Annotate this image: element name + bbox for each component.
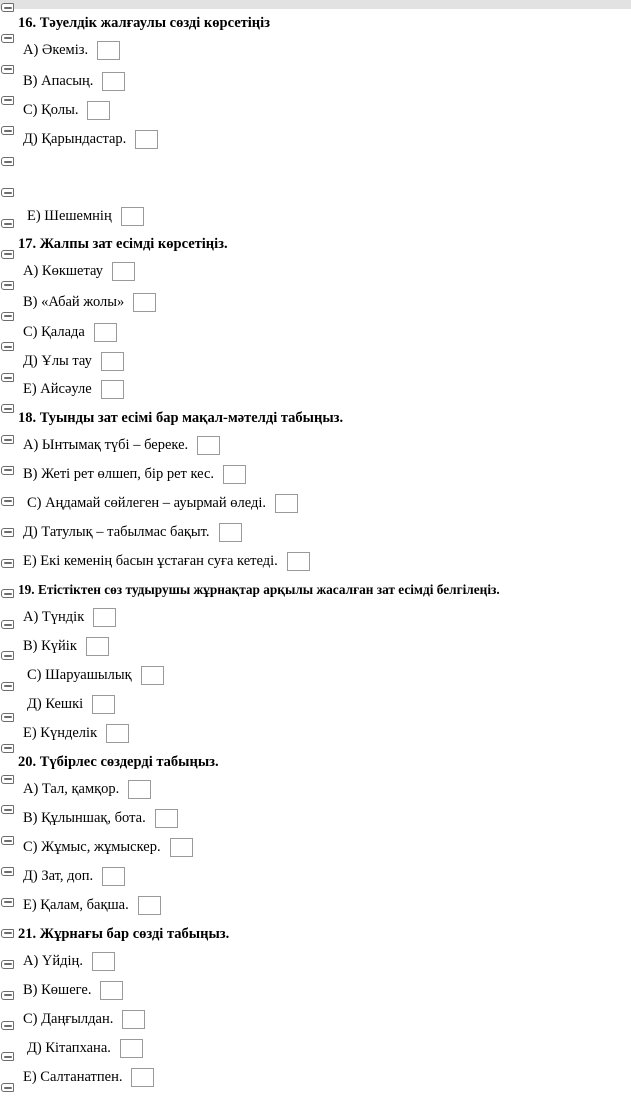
binding-ring — [1, 620, 14, 629]
option-19-a[interactable] — [18, 608, 116, 627]
option-label: С) Қолы. — [23, 102, 79, 119]
binding-ring — [1, 589, 14, 598]
option-label: В) Күйік — [23, 638, 77, 655]
option-label: С) Аңдамай сөйлеген – ауырмай өледі. — [27, 495, 267, 512]
option-label: С) Қалада — [23, 324, 85, 341]
option-18-c[interactable] — [18, 494, 298, 513]
option-label: В) «Абай жолы» — [23, 294, 125, 311]
binding-ring — [1, 651, 14, 660]
binding-ring — [1, 466, 14, 475]
option-17-b[interactable] — [18, 293, 156, 312]
option-20-e[interactable] — [18, 896, 161, 915]
option-18-b[interactable] — [18, 465, 246, 484]
option-17-a[interactable] — [18, 262, 135, 281]
answer-checkbox[interactable] — [106, 724, 129, 743]
option-20-a[interactable] — [18, 780, 151, 799]
answer-checkbox[interactable] — [120, 1039, 143, 1058]
binding-ring — [1, 744, 14, 753]
option-label: А) Әкеміз. — [23, 42, 89, 59]
answer-checkbox[interactable] — [131, 1068, 154, 1087]
binding-ring — [1, 929, 14, 938]
option-label: А) Тал, қамқор. — [23, 781, 120, 798]
question-title-21: 21. Жұрнағы бар сөзді табыңыз. — [18, 926, 230, 942]
answer-checkbox[interactable] — [141, 666, 164, 685]
binding-ring — [1, 528, 14, 537]
binding-ring — [1, 1021, 14, 1030]
option-label: Е) Айсәуле — [23, 381, 92, 398]
answer-checkbox[interactable] — [102, 72, 125, 91]
binding-ring — [1, 991, 14, 1000]
answer-checkbox[interactable] — [170, 838, 193, 857]
option-label: С) Жұмыс, жұмыскер. — [23, 839, 161, 856]
option-label: А) Түндік — [23, 609, 85, 626]
question-title-19: 19. Етістіктен сөз тудырушы жұрнақтар арқылы жасалған зат есімді белгілеңіз. — [18, 582, 500, 597]
option-18-e[interactable] — [18, 552, 310, 571]
option-21-d[interactable] — [18, 1039, 143, 1058]
answer-checkbox[interactable] — [87, 101, 110, 120]
answer-checkbox[interactable] — [97, 41, 120, 60]
option-label: С) Шаруашылық — [27, 667, 132, 684]
binding-ring — [1, 157, 14, 166]
option-21-c[interactable] — [18, 1010, 145, 1029]
option-label: Д) Кешкі — [27, 696, 84, 713]
spiral-binding — [0, 0, 16, 1111]
answer-checkbox[interactable] — [122, 1010, 145, 1029]
option-label: Е) Шешемнің — [27, 208, 112, 225]
binding-ring — [1, 3, 14, 12]
binding-ring — [1, 682, 14, 691]
option-21-a[interactable] — [18, 952, 115, 971]
answer-checkbox[interactable] — [155, 809, 178, 828]
option-17-d[interactable] — [18, 352, 124, 371]
binding-ring — [1, 867, 14, 876]
option-label: Е) Қалам, бақша. — [23, 897, 129, 914]
option-label: Е) Күнделік — [23, 725, 98, 742]
answer-checkbox[interactable] — [275, 494, 298, 513]
option-label: Д) Татулық – табылмас бақыт. — [23, 524, 210, 541]
answer-checkbox[interactable] — [121, 207, 144, 226]
option-label: Е) Салтанатпен. — [23, 1069, 123, 1086]
binding-ring — [1, 775, 14, 784]
option-16-b[interactable] — [18, 72, 125, 91]
option-18-a[interactable] — [18, 436, 220, 455]
option-label: А) Көкшетау — [23, 263, 103, 280]
binding-ring — [1, 250, 14, 259]
answer-checkbox[interactable] — [92, 695, 115, 714]
option-label: С) Даңғылдан. — [23, 1011, 114, 1028]
option-label: Д) Зат, доп. — [23, 868, 94, 885]
binding-ring — [1, 805, 14, 814]
question-title-16: 16. Тәуелдік жалғаулы сөзді көрсетіңіз — [18, 15, 270, 31]
option-16-d[interactable] — [18, 130, 158, 149]
answer-checkbox[interactable] — [101, 352, 124, 371]
binding-ring — [1, 836, 14, 845]
option-label: Д) Ұлы тау — [23, 353, 92, 370]
option-18-d[interactable] — [18, 523, 242, 542]
answer-checkbox[interactable] — [94, 323, 117, 342]
answer-checkbox[interactable] — [101, 380, 124, 399]
option-16-c[interactable] — [18, 101, 110, 120]
option-21-b[interactable] — [18, 981, 123, 1000]
binding-ring — [1, 342, 14, 351]
answer-checkbox[interactable] — [112, 262, 135, 281]
answer-checkbox[interactable] — [197, 436, 220, 455]
answer-checkbox[interactable] — [219, 523, 242, 542]
page-top-strip — [0, 0, 631, 9]
answer-checkbox[interactable] — [128, 780, 151, 799]
binding-ring — [1, 188, 14, 197]
option-label: А) Үйдің. — [23, 953, 83, 970]
answer-checkbox[interactable] — [287, 552, 310, 571]
option-16-e[interactable] — [18, 207, 144, 226]
option-label: В) Көшеге. — [23, 982, 92, 999]
answer-checkbox[interactable] — [223, 465, 246, 484]
binding-ring — [1, 96, 14, 105]
option-17-e[interactable] — [18, 380, 124, 399]
answer-checkbox[interactable] — [86, 637, 109, 656]
option-label: В) Құлыншақ, бота. — [23, 810, 146, 827]
binding-ring — [1, 281, 14, 290]
question-title-20: 20. Түбірлес сөздерді табыңыз. — [18, 754, 219, 770]
binding-ring — [1, 713, 14, 722]
binding-ring — [1, 960, 14, 969]
binding-ring — [1, 219, 14, 228]
option-17-c[interactable] — [18, 323, 117, 342]
option-19-d[interactable] — [18, 695, 115, 714]
binding-ring — [1, 497, 14, 506]
binding-ring — [1, 1083, 14, 1092]
option-label: В) Апасың. — [23, 73, 94, 90]
binding-ring — [1, 898, 14, 907]
binding-ring — [1, 34, 14, 43]
binding-ring — [1, 404, 14, 413]
binding-ring — [1, 126, 14, 135]
question-title-17: 17. Жалпы зат есімді көрсетіңіз. — [18, 236, 228, 252]
option-label: В) Жеті рет өлшеп, бір рет кес. — [23, 466, 215, 483]
answer-checkbox[interactable] — [133, 293, 156, 312]
option-20-d[interactable] — [18, 867, 125, 886]
binding-ring — [1, 312, 14, 321]
option-19-c[interactable] — [18, 666, 164, 685]
binding-ring — [1, 559, 14, 568]
question-title-18: 18. Туынды зат есімі бар мақал-мәтелді табыңыз. — [18, 410, 344, 426]
answer-checkbox[interactable] — [100, 981, 123, 1000]
binding-ring — [1, 373, 14, 382]
binding-ring — [1, 65, 14, 74]
option-label: Д) Кітапхана. — [27, 1040, 111, 1057]
binding-ring — [1, 435, 14, 444]
option-label: Д) Қарындастар. — [23, 131, 127, 148]
binding-ring — [1, 1052, 14, 1061]
option-19-b[interactable] — [18, 637, 109, 656]
option-20-b[interactable] — [18, 809, 178, 828]
option-label: А) Ынтымақ түбі – береке. — [23, 437, 189, 454]
answer-checkbox[interactable] — [93, 608, 116, 627]
answer-checkbox[interactable] — [135, 130, 158, 149]
option-20-c[interactable] — [18, 838, 193, 857]
answer-checkbox[interactable] — [102, 867, 125, 886]
answer-checkbox[interactable] — [138, 896, 161, 915]
option-16-a[interactable] — [18, 41, 120, 60]
option-21-e[interactable] — [18, 1068, 154, 1087]
answer-checkbox[interactable] — [92, 952, 115, 971]
option-19-e[interactable] — [18, 724, 129, 743]
option-label: Е) Екі кеменің басын ұстаған суға кетеді. — [23, 553, 278, 570]
